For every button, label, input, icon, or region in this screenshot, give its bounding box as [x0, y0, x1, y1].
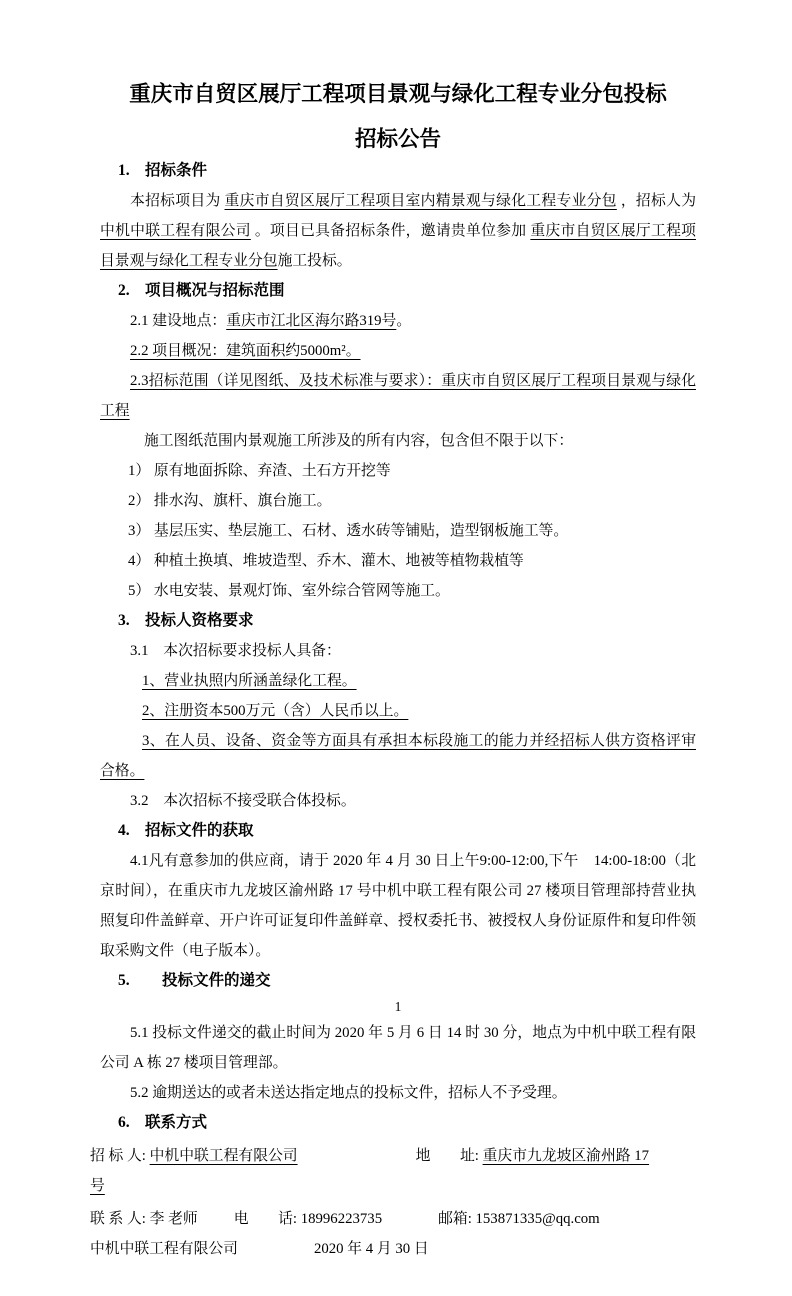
- qualification-2: [100, 696, 696, 726]
- item-2-3: [100, 366, 696, 426]
- qualification-3: [100, 726, 696, 786]
- item-2-1: [100, 306, 696, 336]
- section-3-heading: [118, 606, 696, 636]
- item-3-1: 3.1 本次招标要求投标人具备：: [130, 643, 341, 659]
- text-segment: 。项目已具备招标条件，邀请贵单位参加: [250, 223, 531, 239]
- address-label: 地 址:: [415, 1148, 483, 1164]
- section-5-title: 投标文件的递交: [162, 972, 271, 989]
- underlined-project-name: 重庆市自贸区展厅工程项目室内精景观与绿化工程专业分包: [224, 193, 617, 209]
- item-4-1: 4.1凡有意参加的供应商，请于 2020 年 4 月 30 日上午9:00-12:00,下午 14:00-18:00（北京时间），在重庆市九龙坡区渝州路 17 号中机中联工程有限公司 27 楼项目管理部持营业执照复印件盖鲜章、开户许可证复印件盖鲜章、授权委托书、被授权人身份证原件和复印件领取采购文件（电子版本）。: [100, 853, 696, 959]
- text-segment: 本招标项目为: [130, 193, 225, 209]
- phone-number: 18996223735: [300, 1211, 383, 1227]
- item-2-2: [100, 336, 696, 366]
- contact-row-bidder: [90, 1141, 696, 1171]
- section-5-number: 5.: [118, 972, 130, 989]
- section-2-title: 项目概况与招标范围: [145, 282, 285, 299]
- item-2-1-tail: 。: [396, 313, 412, 329]
- section-1-title: 招标条件: [145, 162, 208, 179]
- text-segment: 施工投标。: [277, 253, 352, 269]
- contact-person-label: 联 系 人:: [90, 1211, 150, 1227]
- item-2-1-label: 2.1 建设地点：: [130, 313, 227, 329]
- section-6-title: 联系方式: [145, 1114, 208, 1131]
- section-2-heading: [118, 276, 696, 306]
- contact-person-name: 李 老师: [149, 1211, 198, 1227]
- underlined-construction-address: 重庆市江北区海尔路319号: [226, 313, 397, 329]
- doc-title-line2: 招标公告: [354, 127, 441, 151]
- underlined-address-line2: 号: [90, 1178, 105, 1194]
- text-segment: ，招标人为: [616, 193, 696, 209]
- item-5-2: 5.2 逾期送达的或者未送达指定地点的投标文件，招标人不予受理。: [130, 1085, 567, 1101]
- doc-title-line1: 重庆市自贸区展厅工程项目景观与绿化工程专业分包投标: [129, 82, 667, 106]
- phone-label: 电 话:: [233, 1211, 301, 1227]
- section-4-title: 招标文件的获取: [145, 822, 254, 839]
- section-2-number: 2.: [118, 282, 130, 299]
- section-6-heading: [118, 1108, 696, 1138]
- section-5-heading: [118, 966, 696, 996]
- email-address: 153871335@qq.com: [475, 1211, 600, 1227]
- scope-list-item-4: 4） 种植土换填、堆坡造型、乔木、灌木、地被等植物栽植等: [128, 553, 524, 569]
- section-3-title: 投标人资格要求: [145, 612, 254, 629]
- underlined-project-overview: 2.2 项目概况：建筑面积约5000m²。: [130, 343, 361, 359]
- scope-list-item-3: 3） 基层压实、垫层施工、石材、透水砖等铺贴，造型钢板施工等。: [128, 523, 569, 539]
- underlined-qualification-3: 3、在人员、设备、资金等方面具有承担本标段施工的能力并经招标人供方资格评审合格。: [100, 733, 696, 779]
- signature-row: [90, 1234, 696, 1264]
- underlined-qualification-1: 1、营业执照内所涵盖绿化工程。: [142, 673, 357, 689]
- company-name: 中机中联工程有限公司: [90, 1241, 238, 1257]
- page-number: 1: [394, 999, 402, 1014]
- section-4-number: 4.: [118, 822, 130, 839]
- scope-list-item-5: 5） 水电安装、景观灯饰、室外综合管网等施工。: [128, 583, 450, 599]
- scope-list-item-2: 2） 排水沟、旗杆、旗台施工。: [128, 493, 332, 509]
- underlined-bid-project-name: 重庆市自贸区展厅工程项目景观与绿化工程专业分包: [100, 223, 696, 269]
- bidder-label: 招 标 人:: [90, 1148, 150, 1164]
- scope-list-item-1: 1） 原有地面拆除、弃渣、土石方开挖等: [128, 463, 391, 479]
- section-3-number: 3.: [118, 612, 130, 629]
- item-3-2: 3.2 本次招标不接受联合体投标。: [130, 793, 356, 809]
- announcement-date: 2020 年 4 月 30 日: [313, 1241, 429, 1257]
- section-1-paragraph: [100, 186, 696, 276]
- underlined-address-line1: 重庆市九龙坡区渝州路 17: [482, 1148, 650, 1164]
- underlined-qualification-2: 2、注册资本500万元（含）人民币以上。: [142, 703, 409, 719]
- email-label: 邮箱:: [438, 1211, 476, 1227]
- section-1-number: 1.: [118, 162, 130, 179]
- qualification-1: [100, 666, 696, 696]
- item-5-1: 5.1 投标文件递交的截止时间为 2020 年 5 月 6 日 14 时 30 分，地点为中机中联工程有限公司 A 栋 27 楼项目管理部。: [100, 1025, 696, 1071]
- underlined-tenderer-name: 中机中联工程有限公司: [100, 223, 251, 239]
- scope-intro: 施工图纸范围内景观施工所涉及的所有内容，包含但不限于以下：: [144, 433, 574, 449]
- underlined-bidder-name: 中机中联工程有限公司: [149, 1148, 298, 1164]
- contact-row-person: [90, 1204, 696, 1234]
- contact-row-address-wrap: [90, 1171, 696, 1201]
- section-4-heading: [118, 816, 696, 846]
- section-6-number: 6.: [118, 1114, 130, 1131]
- underlined-bid-scope: 2.3招标范围（详见图纸、及技术标准与要求）：重庆市自贸区展厅工程项目景观与绿化工程: [100, 373, 696, 419]
